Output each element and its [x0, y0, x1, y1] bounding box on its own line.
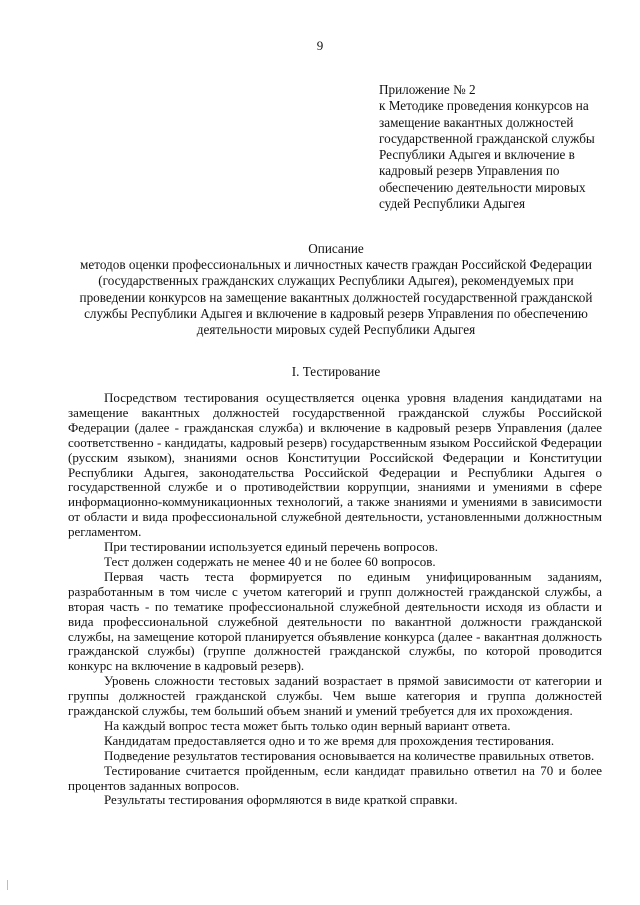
- page-number: 9: [316, 38, 324, 53]
- body-text: [68, 391, 602, 808]
- paragraph: Кандидатам предоставляется одно и то же время для прохождения тестирования.: [104, 732, 555, 748]
- paragraph: Результаты тестирования оформляются в виде краткой справки.: [104, 792, 458, 808]
- title-line: службы Республики Адыгея и включение в кадровый резерв Управления по обеспечению: [84, 305, 588, 321]
- section-heading: I. Тестирование: [291, 364, 381, 379]
- paragraph: На каждый вопрос теста может быть только один верный вариант ответа.: [104, 717, 511, 733]
- paragraph: Уровень сложности тестовых заданий возрастает в прямой зависимости от категории и группы должностей гражданской службы. Чем выше категория и группа должностей гражданской службы, тем больший объем знаний и умений требуется для их прохождения.: [68, 673, 602, 719]
- appendix-line: Приложение № 2: [379, 82, 476, 97]
- appendix-line: государственной гражданской службы: [379, 130, 595, 146]
- scan-edge-mark: [7, 880, 8, 890]
- paragraph: Посредством тестирования осуществляется оценка уровня владения кандидатами на замещение вакантных должностей государственной гражданской службы Российской Федерации (далее - гражданская служба) и включение в кадровый резерв Управления (далее соответственно - кандидаты, кадровый резерв) государственным языком Российской Федерации (русским языком), знаниями основ Конституции Российской Федерации и Конституции Республики Адыгея, законодательства Российской Федерации и Республики Адыгея о государственной службе и о противодействии коррупции, знаниями и умениями в сфере информационно-коммуникационных технологий, а также знаниями и умениями в зависимости от области и вида профессиональной служебной деятельности, установленными должностным регламентом.: [68, 390, 602, 540]
- appendix-line: судей Республики Адыгея: [379, 196, 526, 212]
- appendix-line: Республики Адыгея и включение в: [379, 147, 575, 163]
- title-line: (государственных гражданских служащих Республики Адыгея), рекомендуемых при: [98, 273, 574, 289]
- title-line: проведении конкурсов на замещение вакантных должностей государственной гражданской: [79, 289, 593, 305]
- title-line: деятельности мировых судей Республики Адыгея: [196, 322, 476, 338]
- title-line: методов оценки профессиональных и личностных качеств граждан Российской Федерации: [80, 257, 592, 273]
- title-heading: Описание: [308, 241, 364, 256]
- paragraph: Первая часть теста формируется по единым унифицированным заданиям, разработанным в том числе с учетом категорий и групп должностей гражданской службы, а вторая часть - по тематике профессиональной служебной деятельности исходя из области и вида профессиональной служебной деятельности по вакантной должности гражданской службы, на замещение которой планируется объявление конкурса (далее - вакантная должность гражданской службы) (группе должностей гражданской службы, по которой проводится конкурс на включение в кадровый резерв).: [68, 568, 602, 674]
- appendix-line: обеспечению деятельности мировых: [379, 179, 586, 195]
- appendix-line: к Методике проведения конкурсов на: [379, 98, 589, 114]
- appendix-reference: [379, 82, 619, 212]
- appendix-line: кадровый резерв Управления по: [379, 163, 560, 179]
- appendix-line: замещение вакантных должностей: [379, 114, 574, 130]
- paragraph: Подведение результатов тестирования основывается на количестве правильных ответов.: [104, 747, 595, 763]
- document-title: [66, 241, 606, 338]
- paragraph: При тестировании используется единый перечень вопросов.: [104, 539, 439, 555]
- paragraph: Тестирование считается пройденным, если кандидат правильно ответил на 70 и более процентов заданных вопросов.: [68, 762, 602, 793]
- paragraph: Тест должен содержать не менее 40 и не более 60 вопросов.: [104, 553, 436, 569]
